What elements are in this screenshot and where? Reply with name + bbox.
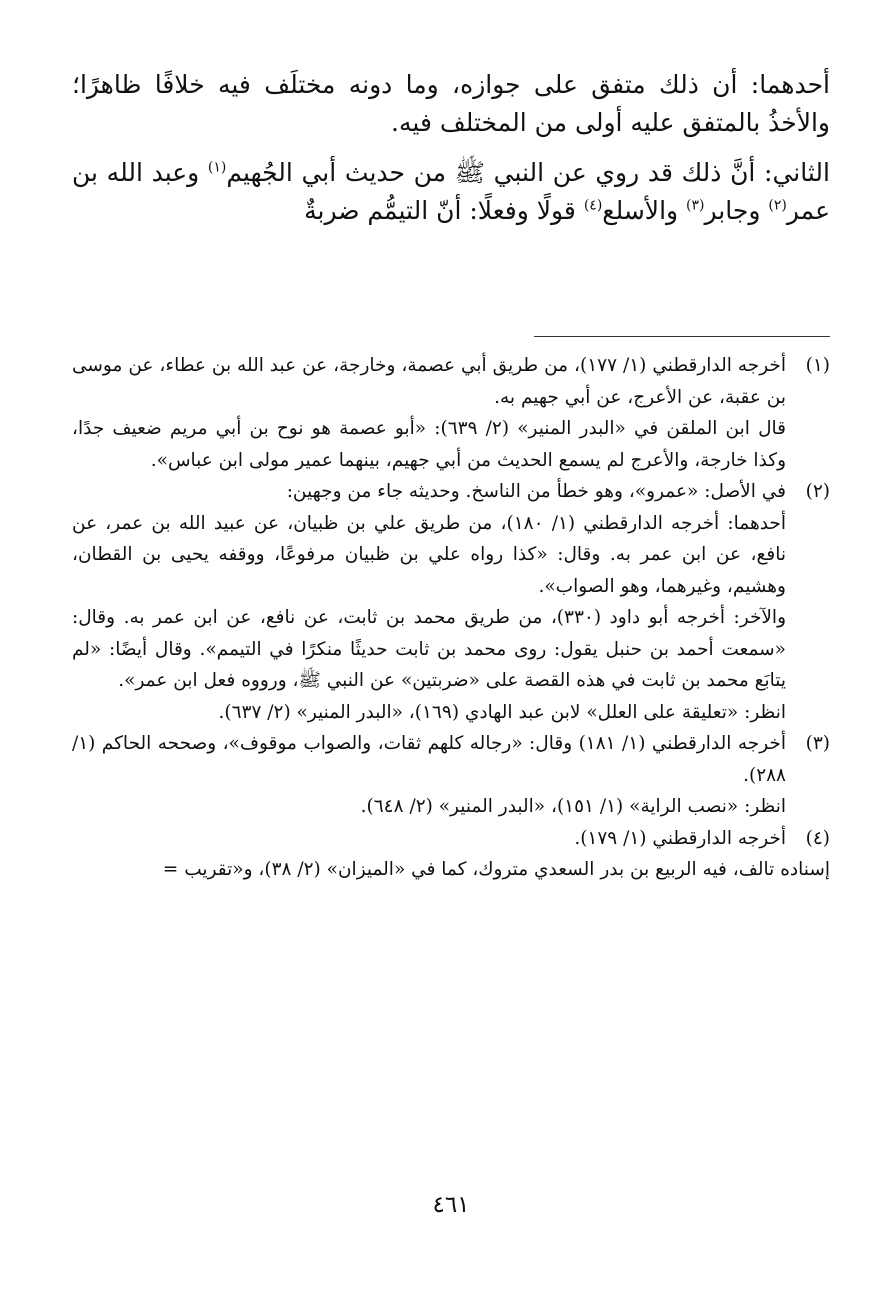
footnote-number: (٣) [805,733,830,754]
footnote-2 [72,476,830,728]
footnote-ref-4: (٤) [583,197,603,214]
footnote-ref-3: (٣) [686,197,705,214]
page-number: ٤٦١ [432,1192,470,1218]
footnote-line: أخرجه الدارقطني (١/ ١٧٩). [574,827,786,849]
paragraph-second-part-a: الثاني: أنَّ ذلك قد روي عن النبي ﷺ من حديث أبي الجُهيم [226,158,830,187]
footnote-continuation [72,854,830,886]
main-text [72,66,830,242]
footnote-continuation-text: إسناده تالف، فيه الربيع بن بدر السعدي متروك، كما في «الميزان» (٢/ ٣٨)، و«تقريب [184,859,830,880]
footnote-separator [534,336,830,337]
footnote-line: أخرجه الدارقطني (١/ ١٧٧)، من طريق أبي عصمة، وخارجة، عن عبد الله بن عطاء، عن موسى بن عقبة، عن الأعرج، عن أبي جهيم به. [72,355,787,408]
footnote-body [72,476,786,728]
paragraph-second-part-d: والأسلع [602,196,687,225]
footnotes [72,350,830,886]
paragraph-second-part-b: وعبد الله بن عمر [72,158,830,225]
footnote-ref-1: (١) [207,159,227,176]
footnote-ref-2: (٢) [768,197,787,214]
footnote-number: (٢) [805,481,830,502]
footnote-line: انظر: «نصب الراية» (١/ ١٥١)، «البدر المنير» (٢/ ٦٤٨). [360,796,786,817]
paragraph-second-part-e: قولًا وفعلًا: أنّ التيمُّم ضربةٌ [304,196,584,225]
footnote-line: في الأصل: «عمرو»، وهو خطأ من الناسخ. وحديثه جاء من وجهين: [286,481,786,502]
footnote-line: قال ابن الملقن في «البدر المنير» (٢/ ٦٣٩): «أبو عصمة هو نوح بن أبي مريم ضعيف جدًا، وكذا خارجة، والأعرج لم يسمع الحديث من أبي جهيم، بينهما عمير مولى ابن عباس». [72,418,786,471]
footnote-body [72,728,786,823]
footnote-1 [72,350,830,476]
footnote-number: (١) [805,355,830,376]
footnote-body [72,350,786,476]
footnote-line: انظر: «تعليقة على العلل» لابن عبد الهادي (١٦٩)، «البدر المنير» (٢/ ٦٣٧). [218,701,786,723]
paragraph-second [72,154,830,230]
footnote-number: (٤) [805,827,830,849]
footnote-4 [72,823,830,855]
footnote-line: والآخر: أخرجه أبو داود (٣٣٠)، من طريق محمد بن ثابت، عن نافع، عن ابن عمر به. وقال: «سمعت أحمد بن حنبل يقول: روى محمد بن ثابت حديثًا منكرًا في التيمم». وقال أيضًا: «لم يتابَع محمد بن ثابت في هذه القصة على «ضربتين» عن النبي ﷺ، ورووه فعل ابن عمر». [72,607,787,691]
footnote-body [72,823,786,855]
paragraph-first: أحدهما: أن ذلك متفق على جوازه، وما دونه مختلَف فيه خلافًا ظاهرًا؛ والأخذُ بالمتفق عليه أولى من المختلف فيه. [72,70,830,137]
footnote-continuation-body [72,854,830,886]
book-page [72,0,830,1290]
footnote-3 [72,728,830,823]
paragraph-second-part-c: وجابر [704,196,769,225]
footnote-line: أحدهما: أخرجه الدارقطني (١/ ١٨٠)، من طريق علي بن ظبيان، عن عبيد الله بن عمر، عن نافع، عن ابن عمر به. وقال: «كذا رواه علي بن ظبيان مرفوعًا، ووقفه يحيى بن القطان، وهشيم، وغيرهما، وهو الصواب». [72,512,786,597]
footnote-line: أخرجه الدارقطني (١/ ١٨١) وقال: «رجاله كلهم ثقات، والصواب موقوف»، وصححه الحاكم (١/ ٢٨٨). [72,733,786,786]
continuation-mark: = [162,859,179,880]
